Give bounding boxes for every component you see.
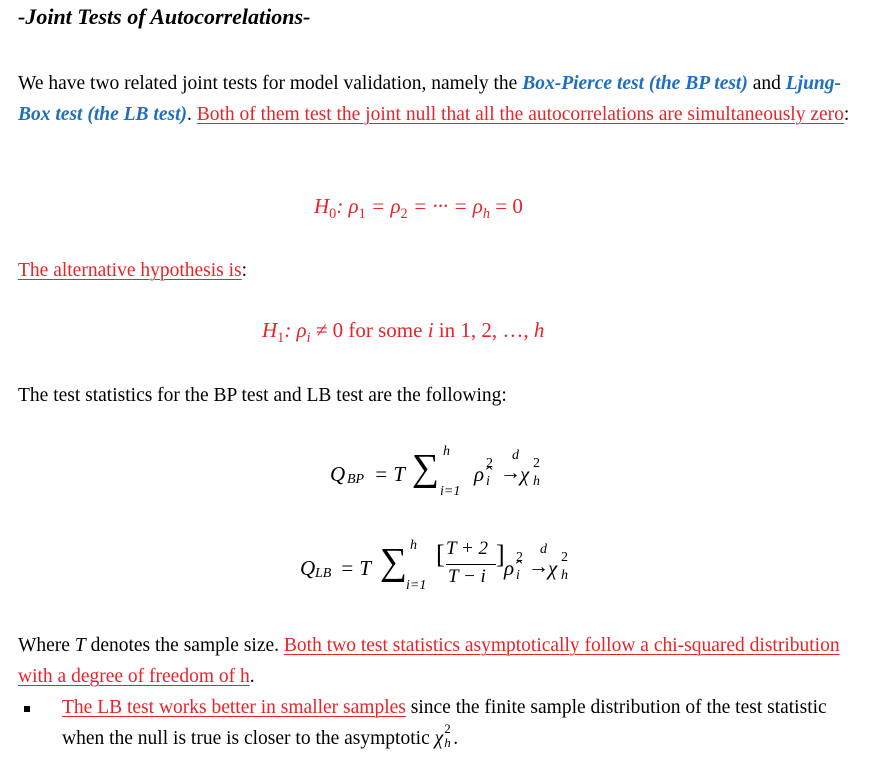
alternative-colon: : (241, 260, 248, 281)
h1-i: i (427, 318, 434, 342)
stats-intro-paragraph: The test statistics for the BP test and LB test are the following: (18, 385, 507, 406)
qlb-numerator: T + 2 (446, 538, 489, 559)
h1-range: in 1, 2, …, (433, 318, 534, 342)
h1-ne: ≠ 0 for some (310, 318, 428, 342)
bullet-chi-scripts (443, 721, 453, 750)
qbp-square: 2 (486, 456, 493, 471)
qlb-sum-bottom: i=1 (406, 578, 427, 593)
qlb-denominator: T − i (448, 566, 486, 587)
intro-dot: . (187, 104, 197, 125)
qbp-sum-bottom: i=1 (440, 484, 461, 499)
bullet-paragraph (62, 692, 852, 754)
where-text-1: Where (18, 635, 75, 656)
qlb-square: 2 (516, 550, 523, 565)
qbp-subscript: BP (347, 472, 365, 487)
qlb-left-bracket: [ (436, 540, 445, 569)
qlb-chi-sub: h (561, 568, 568, 583)
qbp-d: d (512, 448, 519, 463)
qlb-fraction-bar (446, 564, 496, 565)
qlb-sum-icon: ∑ (380, 541, 408, 583)
bullet-chi-sub: h (444, 735, 451, 750)
qlb-subi: i (516, 568, 520, 583)
h1-symbol: H (262, 318, 278, 342)
alternative-hypothesis-equation (262, 318, 544, 347)
intro-text-1: We have two related joint tests for model validation, namely the (18, 73, 523, 94)
h1-subi: i (306, 330, 311, 347)
qlb-q: Q (300, 556, 316, 580)
bullet-icon (24, 706, 30, 712)
qlb-subscript: LB (315, 566, 332, 581)
h0-rhoh: = ··· = ρ (407, 194, 483, 218)
bp-test-term: Box-Pierce test (the BP test) (522, 73, 748, 94)
qlb-rho: ρ̂ (504, 556, 515, 580)
where-paragraph (18, 630, 858, 692)
h1-rho: : ρ (284, 318, 307, 342)
bullet-text: since the finite sample distribution of the test statistic when the null is true is closer to the asymptotic (62, 697, 827, 749)
page-title: -Joint Tests of Autocorrelations- (18, 4, 311, 29)
h0-rho1: : ρ (336, 194, 359, 218)
lb-small-samples-statement: The LB test works better in smaller samples (62, 697, 406, 718)
alternative-label: The alternative hypothesis is (18, 260, 242, 281)
h1-h: h (533, 318, 545, 342)
bullet-dot: . (453, 728, 459, 749)
h0-subh: h (482, 206, 490, 223)
joint-null-statement: Both of them test the joint null that all the autocorrelations are simultaneously zero (196, 104, 844, 125)
null-hypothesis-equation (314, 194, 523, 223)
lb-test-term: Ljung-Box test (the LB test) (18, 73, 842, 125)
h0-zero: = 0 (490, 194, 523, 218)
intro-colon: : (843, 104, 850, 125)
qbp-sum-icon: ∑ (412, 447, 440, 489)
h0-sub1: 1 (358, 206, 366, 223)
h0-sub2: 2 (400, 206, 408, 223)
bullet-chi-square: 2 (444, 721, 451, 736)
qbp-chi-sub: h (533, 474, 540, 489)
qbp-q: Q (330, 462, 346, 486)
intro-and: and (747, 73, 786, 94)
where-text-2: denotes the sample size. (85, 635, 284, 656)
h0-symbol: H (314, 194, 330, 218)
where-dot: . (249, 666, 255, 687)
h0-rho2: = ρ (365, 194, 401, 218)
qbp-arrow: → (500, 460, 521, 484)
qlb-sum-top: h (410, 538, 417, 553)
qbp-chi: χ (520, 462, 530, 486)
qlb-chi: χ (548, 556, 558, 580)
qlb-d: d (540, 542, 547, 557)
h0-subscript: 0 (329, 206, 337, 223)
asymptotic-statement: Both two test statistics asymptotically follow a chi-squared distribution with a degree of freedom of h (18, 635, 840, 687)
bullet-chi: χ (434, 728, 444, 749)
qbp-subi: i (486, 474, 490, 489)
qbp-rho: ρ̂ (474, 462, 485, 486)
qbp-equals-t: = T (374, 462, 406, 486)
qbp-sum-top: h (443, 444, 450, 459)
intro-paragraph (18, 68, 858, 130)
where-t: T (74, 635, 86, 656)
qlb-arrow: → (528, 554, 549, 578)
alternative-label-paragraph (18, 255, 858, 286)
qlb-chi-square: 2 (561, 550, 568, 565)
h1-subscript: 1 (277, 330, 285, 347)
qlb-right-bracket: ] (496, 540, 505, 569)
qlb-equals-t: = T (340, 556, 372, 580)
qbp-chi-square: 2 (533, 456, 540, 471)
